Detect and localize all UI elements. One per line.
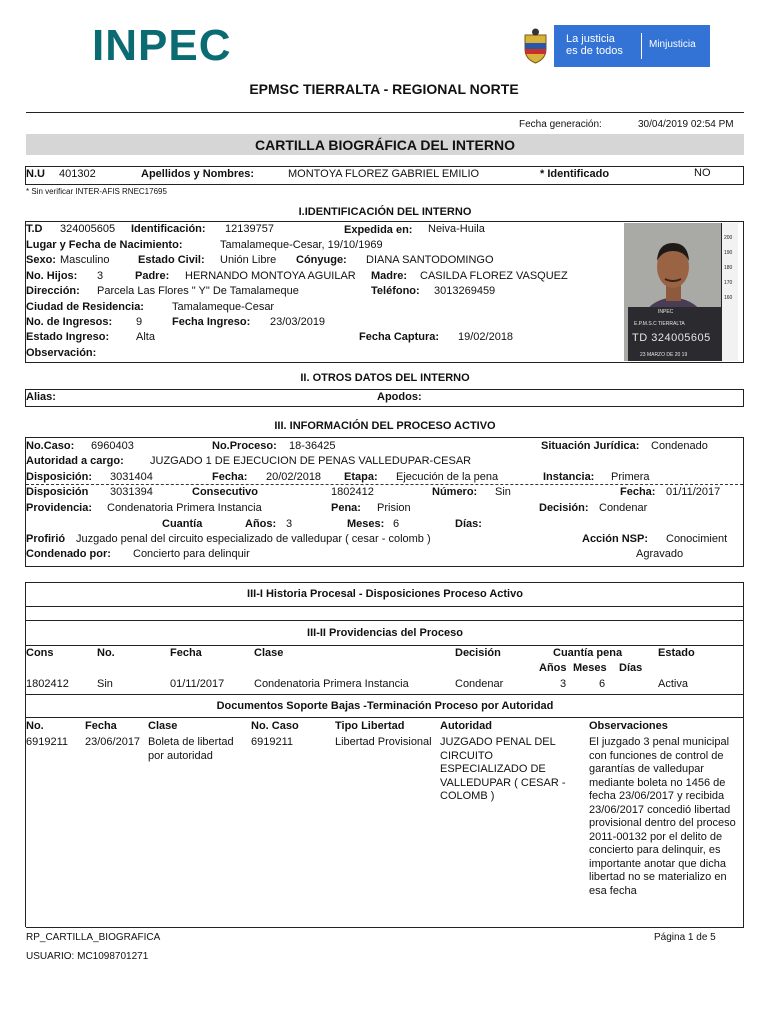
doc-row-caso: 6919211 [251, 736, 294, 748]
autoridad-label: Autoridad a cargo: [26, 455, 124, 467]
scale-mark: 190 [724, 250, 733, 256]
section-providencias-title: III-II Providencias del Proceso [307, 627, 463, 639]
meses-label: Meses: [347, 518, 385, 530]
doc-row-autoridad: JUZGADO PENAL DEL CIRCUITO ESPECIALIZADO DE VALLEDUPAR ( CESAR - COLOMB ) [440, 736, 566, 802]
situacion-value: Condenado [651, 440, 708, 452]
history-divider-2 [26, 620, 744, 621]
prov-row-cons: 1802412 [26, 678, 69, 690]
birth-label: Lugar y Fecha de Nacimiento: [26, 239, 183, 251]
scale-mark: 170 [724, 280, 733, 286]
mother-value: CASILDA FLOREZ VASQUEZ [420, 270, 568, 282]
gen-date-value: 30/04/2019 02:54 PM [638, 119, 734, 130]
col-cons: Cons [26, 647, 54, 659]
fecha-ingreso-label: Fecha Ingreso: [172, 316, 251, 328]
issued-label: Expedida en: [344, 224, 413, 236]
city-value: Tamalameque-Cesar [172, 301, 275, 313]
section-identification-title: I.IDENTIFICACIÓN DEL INTERNO [298, 206, 472, 218]
phone-label: Teléfono: [371, 285, 420, 297]
caso-label: No.Caso: [26, 440, 75, 452]
children-value: 3 [97, 270, 104, 282]
board-date: 23 MARZO DE 20 19 [640, 352, 688, 358]
disposicion1-value: 3031404 [110, 471, 153, 483]
mother-label: Madre: [371, 270, 408, 282]
names-value: MONTOYA FLOREZ GABRIEL EMILIO [288, 168, 480, 180]
names-label: Apellidos y Nombres: [141, 168, 255, 180]
board-top: INPEC [658, 309, 674, 315]
government-badge [517, 25, 710, 67]
scale-mark: 200 [724, 235, 733, 241]
height-scale [721, 223, 738, 361]
board-establishment: E.P.M.S.C TIERRALTA [634, 321, 685, 327]
col-cuantia: Cuantía pena [553, 647, 623, 659]
civil-label: Estado Civil: [138, 254, 205, 266]
alias-label: Alias: [26, 391, 56, 403]
disposicion1-label: Disposición: [26, 471, 93, 483]
section-history-title: III-I Historia Procesal - Disposiciones Proceso Activo [247, 588, 523, 600]
decision-label: Decisión: [539, 502, 589, 514]
accion-nsp-label: Acción NSP: [582, 533, 649, 545]
gov-badge-line2: es de todos [566, 45, 623, 57]
prov-row-clase: Condenatoria Primera Instancia [254, 678, 409, 690]
inpec-logo: INPEC [92, 21, 232, 70]
spouse-label: Cónyuge: [296, 254, 347, 266]
cuantia-label: Cuantía [162, 518, 203, 530]
disposicion2-value: 3031394 [110, 486, 153, 498]
fecha-captura-label: Fecha Captura: [359, 331, 440, 343]
coat-of-arms-icon [517, 25, 554, 67]
col-anos: Años [539, 662, 567, 674]
accion-nsp-value: Conocimient [666, 533, 728, 545]
gov-badge-divider [641, 33, 642, 59]
report-title: CARTILLA BIOGRÁFICA DEL INTERNO [254, 137, 516, 153]
apodos-label: Apodos: [377, 391, 422, 403]
proceso-value: 18-36425 [289, 440, 336, 452]
col-clase: Clase [254, 647, 284, 659]
footer-divider [26, 927, 744, 928]
fecha-captura-value: 19/02/2018 [458, 331, 514, 343]
prov-row-estado: Activa [658, 678, 688, 690]
ministry-label: Minjusticia [649, 39, 696, 50]
td-value: 324005605 [60, 223, 116, 235]
ingresos-value: 9 [136, 316, 143, 328]
etapa-label: Etapa: [344, 471, 378, 483]
col-decision: Decisión [455, 647, 501, 659]
user-id: USUARIO: MC1098701271 [26, 951, 149, 962]
doc-row-fecha: 23/06/2017 [85, 736, 141, 748]
city-label: Ciudad de Residencia: [26, 301, 144, 313]
caso-value: 6960403 [91, 440, 134, 452]
identified-label: * Identificado [540, 168, 610, 180]
children-label: No. Hijos: [26, 270, 78, 282]
gov-badge-line1: La justicia [566, 33, 615, 45]
col-meses: Meses [573, 662, 607, 674]
spouse-value: DIANA SANTODOMINGO [366, 254, 494, 266]
numero-label: Número: [432, 486, 478, 498]
col-estado: Estado [658, 647, 695, 659]
inmate-photo [624, 223, 738, 361]
doc-col-no: No. [26, 720, 44, 732]
situacion-label: Situación Jurídica: [541, 440, 640, 452]
father-value: HERNANDO MONTOYA AGUILAR [185, 270, 356, 282]
fecha2-label: Fecha: [620, 486, 656, 498]
scale-mark: 160 [724, 295, 733, 301]
meses-value: 6 [393, 518, 400, 530]
disposicion2-label: Disposición [26, 486, 89, 498]
consecutivo-label: Consecutivo [192, 486, 259, 498]
afis-note: * Sin verificar INTER-AFIS RNEC17695 [26, 187, 167, 196]
doc-row-obs: El juzgado 3 penal municipal con funciones de control de garantías de valledupar mediante boleta no 1456 de fecha 23/06/2017 y recibida 23/06/2017 concedió libertad provisional dentro del proceso 2011-00132 por el delito de concierto para delinquir, es importante anotar que dicha libertad no se materializo en esa fecha [589, 736, 736, 897]
decision-value: Condenar [599, 502, 648, 514]
proceso-label: No.Proceso: [212, 440, 277, 452]
doc-row-clase: Boleta de libertad por autoridad [148, 736, 234, 762]
prov-row-meses: 6 [599, 678, 606, 690]
doc-col-clase: Clase [148, 720, 178, 732]
sex-label: Sexo: [26, 254, 56, 266]
providencia-label: Providencia: [26, 502, 93, 514]
dias-label: Días: [455, 518, 482, 530]
doc-col-caso: No. Caso [251, 720, 299, 732]
phone-value: 3013269459 [434, 285, 496, 297]
condenado-value: Concierto para delinquir [133, 548, 250, 560]
sex-value: Masculino [60, 254, 110, 266]
pena-label: Pena: [331, 502, 361, 514]
consecutivo-value: 1802412 [331, 486, 374, 498]
address-label: Dirección: [26, 285, 80, 297]
td-label: T.D [26, 223, 43, 235]
section-active-process-title: III. INFORMACIÓN DEL PROCESO ACTIVO [274, 420, 496, 432]
section-docs-title: Documentos Soporte Bajas -Terminación Proceso por Autoridad [216, 700, 554, 712]
history-divider-1 [26, 606, 744, 607]
fecha2-value: 01/11/2017 [666, 486, 721, 498]
doc-row-no: 6919211 [26, 736, 69, 748]
anos-value: 3 [286, 518, 293, 530]
board-td: TD 324005605 [632, 332, 711, 344]
estado-ingreso-label: Estado Ingreso: [26, 331, 110, 343]
etapa-value: Ejecución de la pena [396, 471, 499, 483]
report-name: RP_CARTILLA_BIOGRAFICA [26, 932, 161, 943]
numero-value: Sin [495, 486, 511, 498]
fecha1-label: Fecha: [212, 471, 248, 483]
providencias-divider [26, 645, 744, 646]
agravado-value: Agravado [636, 548, 684, 560]
birth-value: Tamalameque-Cesar, 19/10/1969 [220, 239, 383, 251]
autoridad-value: JUZGADO 1 DE EJECUCION DE PENAS VALLEDUPAR-CESAR [150, 455, 472, 467]
prov-row-fecha: 01/11/2017 [170, 678, 225, 690]
col-no: No. [97, 647, 115, 659]
docs-divider-top [26, 694, 744, 695]
observacion-label: Observación: [26, 347, 97, 359]
nu-label: N.U [26, 168, 45, 180]
issued-value: Neiva-Huila [428, 223, 485, 235]
doc-col-autoridad: Autoridad [440, 720, 492, 732]
col-fecha: Fecha [170, 647, 202, 659]
doc-col-tipo: Tipo Libertad [335, 720, 405, 732]
instancia-label: Instancia: [543, 471, 595, 483]
fecha1-value: 20/02/2018 [266, 471, 322, 483]
ingresos-label: No. de Ingresos: [26, 316, 113, 328]
scale-mark: 180 [724, 265, 733, 271]
anos-label: Años: [245, 518, 277, 530]
docs-divider-bottom [26, 717, 744, 718]
identified-value: NO [694, 167, 711, 179]
prov-row-anos: 3 [560, 678, 567, 690]
doc-row-tipo: Libertad Provisional [335, 736, 432, 748]
establishment-title: EPMSC TIERRALTA - REGIONAL NORTE [249, 81, 519, 97]
dashed-divider [26, 484, 743, 485]
id-board [628, 307, 722, 361]
pena-value: Prision [377, 502, 411, 514]
condenado-label: Condenado por: [26, 548, 111, 560]
section-other-data-title: II. OTROS DATOS DEL INTERNO [300, 372, 470, 384]
providencia-value: Condenatoria Primera Instancia [107, 502, 262, 514]
father-label: Padre: [135, 270, 170, 282]
gen-date-label: Fecha generación: [519, 119, 602, 130]
prov-row-decision: Condenar [455, 678, 504, 690]
id-value: 12139757 [225, 223, 274, 235]
nu-value: 401302 [59, 168, 96, 180]
civil-value: Unión Libre [220, 254, 277, 266]
profirio-label: Profirió [26, 533, 66, 545]
prov-row-no: Sin [97, 678, 113, 690]
doc-col-fecha: Fecha [85, 720, 117, 732]
doc-col-obs: Observaciones [589, 720, 668, 732]
instancia-value: Primera [611, 471, 650, 483]
address-value: Parcela Las Flores " Y" De Tamalameque [97, 285, 299, 297]
estado-ingreso-value: Alta [136, 331, 155, 343]
header-divider [26, 112, 744, 113]
fecha-ingreso-value: 23/03/2019 [270, 316, 326, 328]
page-number: Página 1 de 5 [654, 932, 716, 943]
profirio-value: Juzgado penal del circuito especializado de valledupar ( cesar - colomb ) [76, 533, 431, 545]
col-dias: Días [619, 662, 643, 674]
id-label: Identificación: [131, 223, 206, 235]
